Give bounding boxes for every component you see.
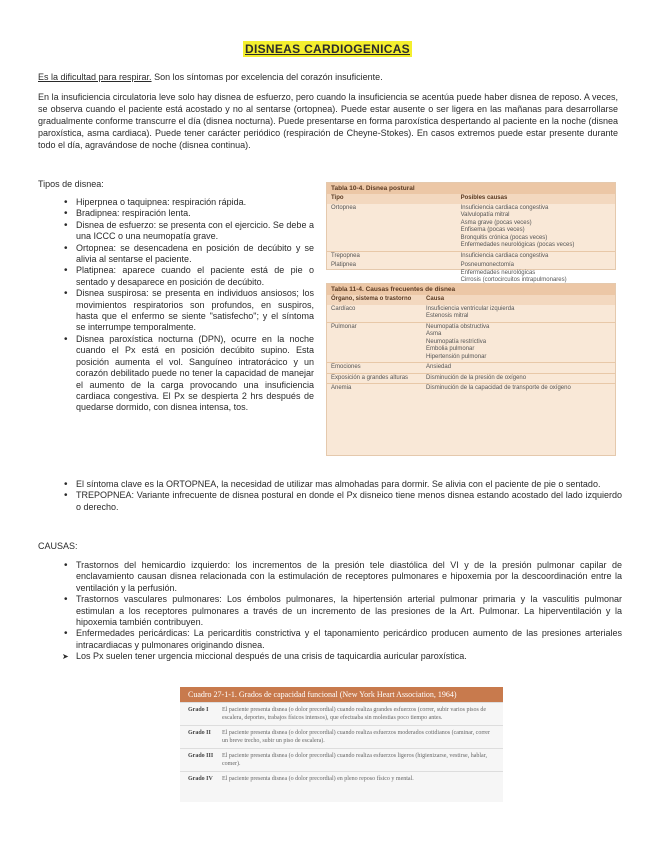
table-cell: Emociones xyxy=(327,363,422,374)
dyspnea-causes-table xyxy=(326,283,616,456)
grade-label: Grado II xyxy=(188,730,211,736)
table-cell: Insuficiencia cardiaca congestiva Valvulopatía mitral Asma grave (pocas veces) Enfisema (pocas veces) Bronquitis crónica (pocas veces) Enfermedades neurológicas (pocas veces) xyxy=(460,204,575,248)
intro-paragraph: En la insuficiencia circulatoria leve solo hay disnea de esfuerzo, pero cuando la insuficiencia se acentúa puede haber disnea de reposo. A veces, se observa cuando el paciente está acostado y no al sentarse (ortopnea). Puede estar ausente o ser ligera en las mañanas para desarrollarse gradualmente conforme transcurre el día (disnea nocturna). Puede presentarse en forma paroxística despertando al paciente en la noche (disnea paroxística, asma cardiaca). Puede tener carácter periódico (respiración de Cheyne-Stokes). En casos extremos puede estar presente durante todo el día, agravándose de noche (disnea continua). xyxy=(38,92,618,150)
list-item: • Hiperpnea o taquipnea: respiración rápida. xyxy=(62,197,314,208)
list-item: • Ortopnea: se desencadena en posición de decúbito y se alivia al sentarse el paciente. xyxy=(62,243,314,266)
document-title: DISNEAS CARDIOGENICAS xyxy=(245,42,410,56)
list-item: • Trastornos vasculares pulmonares: Los émbolos pulmonares, la hipertensión arterial pulmonar primaria y la vasculitis pulmonar estimulan a los receptores pulmonares a través de un incremento de las presiones de la Art. Pulmonar. La hiperventilación y la hipoxemia también contribuyen. xyxy=(62,594,622,628)
list-item: • Disnea de esfuerzo: se presenta con el ejercicio. Se debe a una ICCC o una neumopatía grave. xyxy=(62,220,314,243)
table-title: Cuadro 27-1-1. Grados de capacidad funcional (New York Heart Association, 1964) xyxy=(180,687,503,702)
table-body xyxy=(327,194,615,293)
table-row xyxy=(180,748,503,771)
table-cell: Posneumonectomía Enfermedades neurológicas Cirrosis (cortocircuitos intrapulmonares) xyxy=(460,262,567,283)
table-row xyxy=(327,363,615,374)
table-body xyxy=(327,295,615,394)
list-item: ➤ Los Px suelen tener urgencia miccional después de una crisis de taquicardia auricular paroxística. xyxy=(62,651,622,662)
table-cell: Platipnea xyxy=(331,262,357,268)
grade-label: Grado III xyxy=(188,753,214,759)
definition-text: Son los síntomas por excelencia del corazón insuficiente. xyxy=(151,72,383,82)
table-row xyxy=(180,771,503,786)
types-heading: Tipos de disnea: xyxy=(38,179,104,189)
column-header: Posibles causas xyxy=(460,195,508,201)
table-cell: Insuficiencia cardiaca congestiva xyxy=(457,251,615,261)
list-item: • Disnea paroxística nocturna (DPN), ocurre en la noche cuando el Px está en posición decúbito supino. Esta posición aumenta el vol. Sanguíneo intratorácico y un corazón debilitado puede no tener la capacidad de manejar el aumento de la carga provocando una insuficiencia cardiaca congestiva. El Px se despierta 2 hrs después de quedarse dormido, con disnea intensa, tos. xyxy=(62,334,314,414)
list-item: • Platipnea: aparece cuando el paciente está de pie o sentado y desaparece en posición de decúbito. xyxy=(62,265,314,288)
definition xyxy=(38,71,618,83)
table-row xyxy=(180,702,503,725)
grade-text: El paciente presenta disnea (o dolor precordial) cuando realiza esfuerzos ligeros (higienizarse, vestirse, hablar, comer). xyxy=(222,753,487,767)
table-row xyxy=(327,384,615,394)
table-cell: Exposición a grandes alturas xyxy=(327,373,422,384)
grade-text: El paciente presenta disnea (o dolor precordial) cuando realiza esfuerzos moderados cotidianos (caminar, correr un breve trecho, subir un piso de escalera). xyxy=(222,730,490,744)
definition-term: Es la dificultad para respirar. xyxy=(38,72,152,82)
causes-list xyxy=(62,560,622,663)
grade-text: El paciente presenta disnea (o dolor precordial) en pleno reposo físico y mental. xyxy=(222,776,414,782)
table-title: Tabla 10-4. Disnea postural xyxy=(327,183,615,194)
table-title: Tabla 11-4. Causas frecuentes de disnea xyxy=(327,284,615,295)
document-title-wrap xyxy=(0,40,655,58)
table-cell: Disminución de la presión de oxígeno xyxy=(422,373,615,384)
table-row xyxy=(327,251,615,261)
table-row xyxy=(327,322,615,363)
grade-label: Grado I xyxy=(188,707,209,713)
table-row xyxy=(327,204,615,252)
types-list xyxy=(62,197,314,414)
grade-text: El paciente presenta disnea (o dolor precordial) cuando realiza grandes esfuerzos (correr, subir varios pisos de escalera, deportes, trabajos físicos intensos), que efectuaba sin molestias poco tiempo antes. xyxy=(222,707,486,721)
types-wide-list xyxy=(62,479,622,513)
table-row xyxy=(180,725,503,748)
functional-capacity-table xyxy=(180,687,503,802)
grade-label: Grado IV xyxy=(188,776,213,782)
list-item: • TREPOPNEA: Variante infrecuente de disnea postural en donde el Px disneico tiene menos disnea estando acostado del lado izquierdo o derecho. xyxy=(62,490,622,513)
table-cell: Neumopatía obstructiva Asma Neumopatía restrictiva Embolia pulmonar Hipertensión pulmonar xyxy=(422,322,615,363)
list-item: • El síntoma clave es la ORTOPNEA, la necesidad de utilizar mas almohadas para dormir. Se alivia con el paciente de pie o sentado. xyxy=(62,479,622,490)
table-cell: Ortopnea xyxy=(331,204,357,211)
table-cell: Cardíaco xyxy=(331,305,356,312)
table-cell: Disminución de la capacidad de transporte de oxígeno xyxy=(422,384,615,394)
table-cell: Pulmonar xyxy=(327,322,422,363)
table-cell: Ansiedad xyxy=(422,363,615,374)
table-row xyxy=(327,305,615,323)
list-item: • Bradipnea: respiración lenta. xyxy=(62,208,314,219)
column-header: Tipo xyxy=(331,195,344,201)
column-header: Causa xyxy=(426,296,445,302)
table-cell: Insuficiencia ventricular izquierda Estenosis mitral xyxy=(426,305,515,319)
table-row xyxy=(327,373,615,384)
causes-heading: CAUSAS: xyxy=(38,541,78,551)
postural-dyspnea-table xyxy=(326,182,616,283)
list-item: • Trastornos del hemicardio izquierdo: los incrementos de la presión tele diastólica del VI y de la presión pulmonar capilar de enclavamiento causan disnea relacionada con la estimulación de receptores pulmonares e hipoxemia por la descoordinación entre la ventilación y la perfusión. xyxy=(62,560,622,594)
column-header: Órgano, sistema o trastorno xyxy=(331,296,412,302)
list-item: • Disnea suspirosa: se presenta en individuos ansiosos; los movimientos respiratorios son profundos, en suspiros, hasta que el enfermo se siente "satisfecho"; y el síntoma se interrumpe temporalmente. xyxy=(62,288,314,334)
list-item: • Enfermedades pericárdicas: La pericarditis constrictiva y el taponamiento pericárdico producen aumento de las presiones arteriales intracardiacas y pulmonares originando disnea. xyxy=(62,628,622,651)
table-cell: Trepopnea xyxy=(327,251,457,261)
table-cell: Anemia xyxy=(327,384,422,394)
